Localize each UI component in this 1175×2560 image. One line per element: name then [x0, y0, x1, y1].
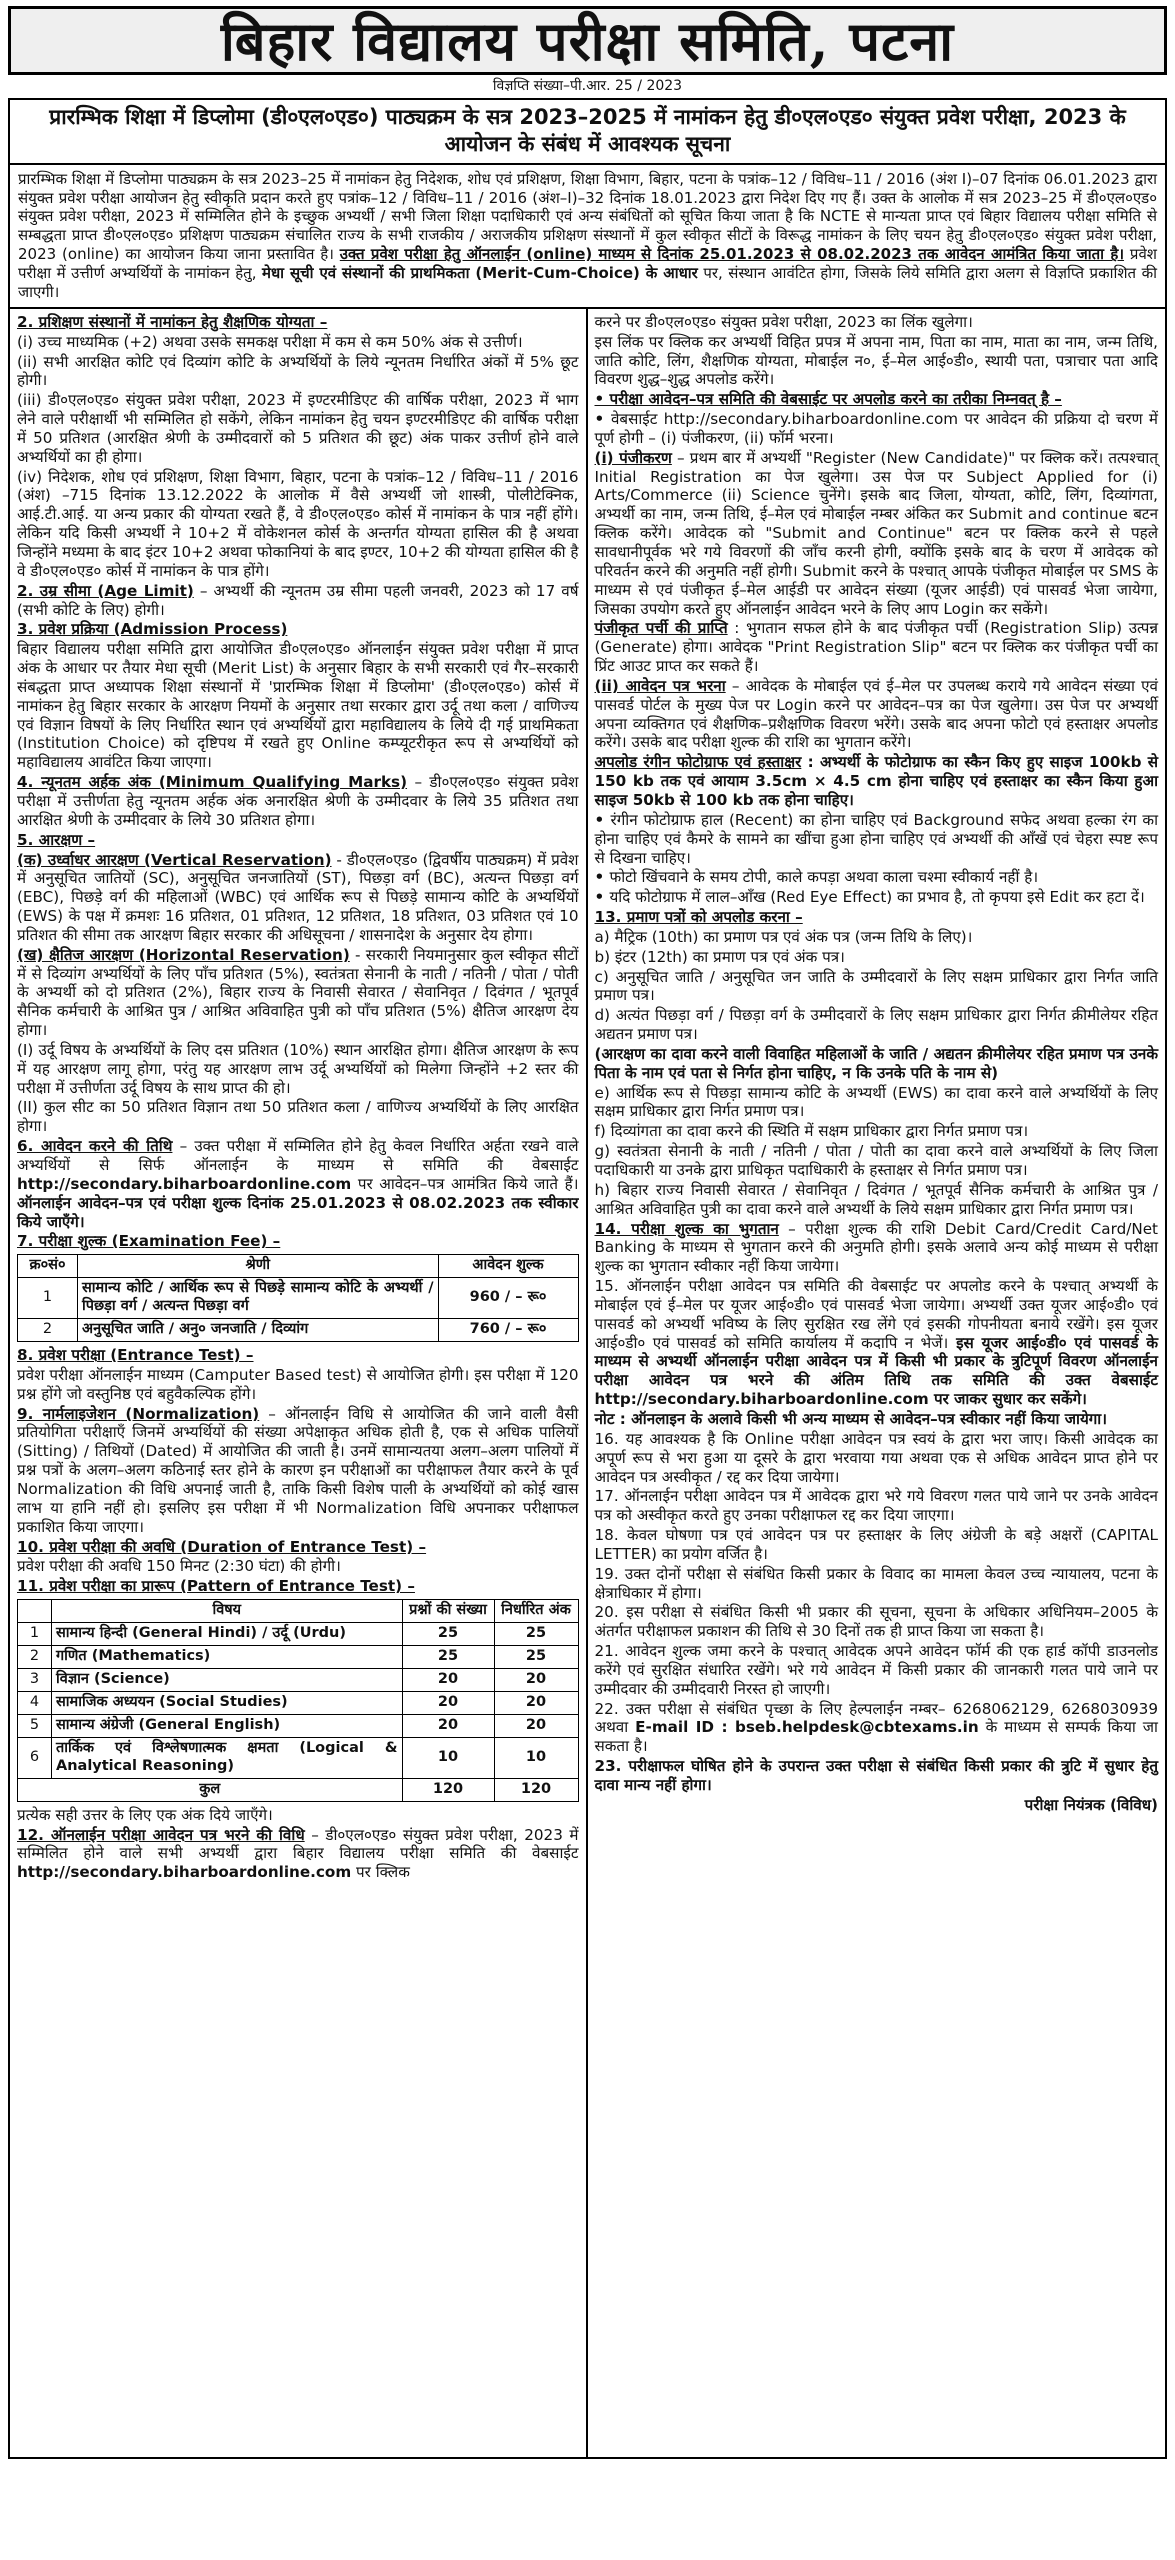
certificate-d: d) अत्यंत पिछड़ा वर्ग / पिछड़ा वर्ग के उम्मीदवारों के लिए सक्षम प्राधिकार द्वारा निर्गत क्रीमीलेयर रहित अद्यतन प्रमाण पत्र।: [594, 1006, 1158, 1044]
registration-slip: [595, 619, 1159, 676]
pattern-cell: 25: [494, 1646, 578, 1669]
table-row: [18, 1737, 579, 1778]
vertical-reservation: [17, 851, 579, 945]
process-steps: • वेबसाईट http://secondary.biharboardonline.com पर आवेदन की प्रक्रिया दो चरण में पूर्ण होगी – (i) पंजीकरण, (ii) फॉर्म भरना।: [595, 410, 1159, 448]
registration-slip-title: पंजीकृत पर्ची की प्राप्ति: [594, 619, 728, 638]
pattern-cell: 20: [402, 1668, 494, 1691]
age-limit-title: 2. उम्र सीमा (Age Limit): [17, 581, 194, 600]
helpdesk-email[interactable]: E-mail ID : bseb.helpdesk@cbtexams.in: [635, 1718, 979, 1737]
online-method: [17, 1826, 579, 1883]
exam-fee-table: [17, 1254, 579, 1342]
horizontal-reservation: [17, 946, 579, 1040]
section-2-title: 2. प्रशिक्षण संस्थानों में नामांकन हेतु शैक्षणिक योग्यता –: [17, 312, 328, 331]
fee-cell: 2: [18, 1319, 78, 1342]
rule-19: 19. उक्त दोनों परीक्षा से संबंधित किसी प्रकार के विवाद का मामला केवल उच्च न्यायालय, पटना के क्षेत्राधिकार में होगा।: [594, 1564, 1158, 1602]
fee-payment-title: 14. परीक्षा शुल्क का भुगतान: [594, 1219, 779, 1238]
rule-20: 20. इस परीक्षा से संबंधित किसी भी प्रकार की सूचना, सूचना के अधिकार अधिनियम–2005 के अंतर्गत परीक्षाफल प्रकाशन की तिथि से 30 दिनों तक ही प्राप्त किया जा सकता है।: [594, 1603, 1158, 1641]
photo-rule-2: • फोटो खिंचवाने के समय टोपी, काले कपड़ा अथवा काला चश्मा स्वीकार्य नहीं है।: [595, 868, 1159, 887]
pattern-cell: 25: [402, 1646, 494, 1669]
online-method-title: 12. ऑनलाईन परीक्षा आवेदन पत्र भरने की विधि: [17, 1825, 305, 1844]
fee-cell: अनुसूचित जाति / अनु० जनजाति / दिव्यांग: [78, 1319, 439, 1342]
pattern-cell: 10: [494, 1737, 578, 1778]
helpline-text: 22. उक्त परीक्षा से संबंधित पृच्छा के लिए हेल्पलाईन नम्बर– 6268062129, 6268030939 अथवा: [594, 1699, 1158, 1737]
application-date: [17, 1137, 579, 1231]
intro-paragraph: [8, 165, 1167, 309]
entrance-test-title: 8. प्रवेश परीक्षा (Entrance Test) –: [17, 1346, 254, 1365]
user-id-bold: इस यूजर आई०डी० एवं पासवर्ड के माध्यम से अभ्यर्थी ऑनलाईन परीक्षा आवेदन पत्र में किसी भी प्रकार के त्रुटिपूर्ण विवरण ऑनलाईन परीक्षा आवेदन पत्र भरने की अंतिम तिथि तक समिति की उक्त वेबसाईट http://secondary.biharboardonline.com पर जाकर सुधार कर सकेंगे।: [594, 1333, 1158, 1409]
pattern-cell: सामान्य अंग्रेजी (General English): [52, 1714, 403, 1737]
exam-fee-title: 7. परीक्षा शुल्क (Examination Fee) –: [17, 1232, 281, 1251]
rule-22: [595, 1700, 1159, 1757]
certificate-c: c) अनुसूचित जाति / अनुसूचित जन जाति के उम्मीदवारों के लिए सक्षम प्राधिकार द्वारा निर्गत जाति प्रमाण पत्र।: [594, 967, 1158, 1005]
normalization-text: – ऑनलाईन विधि से आयोजित की जाने वाली वैसी प्रतियोगिता परीक्षाएँ जिनमें अभ्यर्थियों की संख्या अपेक्षाकृत अधिक होती है, एक से अधिक पालियों (Sitting) / तिथियों (Dated) में आयोजित की जाती है। उनमें सामान्यतया अलग–अलग पालियों में प्रश्न पत्रों के अलग–अलग कठिनाई स्तर होने के कारण इन परीक्षाओं का परीक्षाफल तैयार करने के पूर्व Normalization की विधि अपनाई जाती है, ताकि किसी विशेष पाली के अभ्यर्थियों को कोई खास लाभ या हानि नहीं हो। इसलिए इस परीक्षा में भी Normalization विधि अपनाकर परीक्षाफल प्रकाशित किया जाएगा।: [17, 1404, 579, 1536]
min-marks-text: – डी०एल०एड० संयुक्त प्रवेश परीक्षा में उत्तीर्णता हेतु न्यूनतम अर्हक अंक अनारक्षित श्रेणी के उम्मीदवार के लिये 35 प्रतिशत तथा आरक्षित श्रेणी के उम्मीदवार के लिये 30 प्रतिशत होगा।: [17, 773, 579, 829]
min-marks: [17, 773, 579, 830]
pattern-cell: 20: [402, 1714, 494, 1737]
pattern-total-row: [18, 1778, 579, 1801]
pattern-cell: 10: [402, 1737, 494, 1778]
application-date-bold: ऑनलाईन आवेदन–पत्र एवं परीक्षा शुल्क दिनांक 25.01.2023 से 08.02.2023 तक स्वीकार किये जाएँगे।: [17, 1193, 579, 1231]
online-method-text-2: पर क्लिक: [351, 1863, 410, 1882]
vertical-reservation-text: - डी०एल०एड० (द्विवर्षीय पाठ्यक्रम) में प्रवेश में अनुसूचित जातियों (SC), अनुसूचित जनजातियों (ST), पिछड़ा वर्ग (BC), अत्यन्त पिछड़ा वर्ग (EBC), पिछड़े वर्ग की महिलाओं (WBC) एवं आर्थिक रूप से पिछड़े सामान्य कोटि के अभ्यर्थियों (EWS) के पक्ष में क्रमशः 16 प्रतिशत, 01 प्रतिशत, 12 प्रतिशत, 18 प्रतिशत, 03 प्रतिशत एवं 10 प्रतिशत की सीमा तक आरक्षण बिहार सरकार की अधिसूचना / शासनादेश के अनुसार देय होगा।: [17, 850, 579, 944]
certificate-e: e) आर्थिक रूप से पिछड़ा सामान्य कोटि के अभ्यर्थी (EWS) का दावा करने वाले अभ्यर्थियों के लिए सक्षम प्राधिकार द्वारा निर्गत प्रमाण पत्र।: [594, 1083, 1158, 1121]
certificate-h: h) बिहार राज्य निवासी सेवारत / सेवानिवृत / दिवंगत / भूतपूर्व सैनिक कर्मचारी के आश्रित पुत्र / आश्रित अविवाहित पुत्री का दावा करने वाले अभ्यर्थी के लिये सक्षम प्राधिकार द्वारा निर्गत प्रमाण पत्र।: [594, 1180, 1158, 1218]
pattern-cell: 1: [18, 1623, 52, 1646]
pattern-table-header: [18, 1600, 579, 1623]
duration-title: 10. प्रवेश परीक्षा की अवधि (Duration of Entrance Test) –: [17, 1537, 427, 1556]
helpline-text-end: के माध्यम से सम्पर्क किया जा सकता है।: [594, 1718, 1158, 1756]
age-limit: [17, 582, 579, 620]
registration-text: – प्रथम बार में अभ्यर्थी "Register (New Candidate)" पर क्लिक करें। तत्पश्चात् Initial Registration का पेज खुलेगा। उस पेज पर Subject Applied for (i) Arts/Commerce (ii) Science चुनेंगे। इसके बाद जिला, योग्यता, कोटि, लिंग, दिव्यांगता, अभ्यर्थी का नाम, जन्म तिथि, ई–मेल एवं मोबाईल नम्बर अंकित कर Submit and continue बटन क्लिक करेंगे। आवेदक को "Submit and Continue" बटन पर क्लिक करने से पहले सावधानीपूर्वक भरे गये विवरणों की जाँच करनी होगी, क्योंकि इसके बाद के चरण में आवेदक को परिवर्तन करने की अनुमति नहीं होगी। Submit करने के पश्चात् आपके पंजीकृत मोबाईल पर SMS के माध्यम से एवं पंजीकृत ई–मेल आईडी पर आवेदन संख्या (यूजर आईडी) एवं पासवर्ड भेजा जायेगा, जिसका उपयोग करते हुए ऑनलाईन आवेदन भरने के लिए आप Login कर सकेंगे।: [594, 448, 1158, 618]
photo-upload-title: अपलोड रंगीन फोटोग्राफ एवं हस्ताक्षर: [594, 753, 802, 772]
vertical-reservation-title: (क) उर्ध्वाधर आरक्षण (Vertical Reservation): [17, 850, 332, 869]
right-column: [588, 309, 1166, 2457]
application-date-text: – उक्त परीक्षा में सम्मिलित होने हेतु केवल निर्धारित अर्हता रखने वाले अभ्यर्थियों से सिर्फ ऑनलाईन के माध्यम से समिति की वेबसाईट: [17, 1137, 579, 1174]
pattern-cell: 20: [494, 1714, 578, 1737]
table-row: [18, 1319, 579, 1342]
fee-payment: [595, 1220, 1159, 1277]
right-para-1: करने पर डी०एल०एड० संयुक्त प्रवेश परीक्षा, 2023 का लिंक खुलेगा।: [594, 312, 973, 331]
certificates-title: 13. प्रमाण पत्रों को अपलोड करना –: [594, 908, 803, 927]
entrance-test-text: प्रवेश परीक्षा ऑनलाईन माध्यम (Camputer Based test) से आयोजित होगी। इस परीक्षा में 120 प्रश्न होंगे जो वस्तुनिष्ठ एवं बहुवैकल्पिक होंगे।: [17, 1365, 579, 1403]
rule-23: 23. परीक्षाफल घोषित होने के उपरान्त उक्त परीक्षा से संबंधित किसी प्रकार की त्रुटि में सुधार हेतु दावा मान्य नहीं होगा।: [594, 1757, 1158, 1794]
signature: परीक्षा नियंत्रक (विविध): [1024, 1795, 1158, 1814]
fee-cell: 1: [18, 1278, 78, 1319]
table-row: [18, 1646, 579, 1669]
notice-title: प्रारम्भिक शिक्षा में डिप्लोमा (डी०एल०एड०) पाठ्यक्रम के सत्र 2023–2025 में नामांकन हेतु डी०एल०एड० संयुक्त प्रवेश परीक्षा, 2023 के आयोजन के संबंध में आवश्यक सूचना: [8, 98, 1167, 165]
photo-upload: [595, 753, 1159, 810]
min-marks-title: 4. न्यूनतम अर्हक अंक (Minimum Qualifying Marks): [17, 773, 408, 792]
fee-header-category: श्रेणी: [78, 1255, 439, 1278]
table-row: [18, 1668, 579, 1691]
section-2-iv: (iv) निदेशक, शोध एवं प्रशिक्षण, शिक्षा विभाग, बिहार, पटना के पत्रांक–12 / विविध–11 / 2016 (अंश) –715 दिनांक 13.12.2022 के आलोक में वैसे अभ्यर्थी जो शास्त्री, पोलीटेक्निक, आई.टी.आई. या अन्य प्रकार की योग्यता रखते हैं, वे डी०एल०एड० कोर्स में नामांकन के पात्र नहीं होंगे। लेकिन यदि किसी अभ्यर्थी ने 10+2 में वोकेशनल कोर्स के अन्तर्गत योग्यता हासिल की है अथवा जिन्होंने मध्यमा के बाद इंटर 10+2 अथवा फोकानियां के बाद इण्टर, 10+2 की योग्यता हासिल की है वे डी०एल०एड० कोर्स में नामांकन के पात्र होंगे।: [17, 467, 579, 580]
reservation-title: 5. आरक्षण –: [17, 830, 96, 849]
pattern-cell: 20: [402, 1691, 494, 1714]
section-2-iii: (iii) डी०एल०एड० संयुक्त प्रवेश परीक्षा, 2023 में इण्टरमीडिएट की वार्षिक परीक्षा, 2023 में भाग लेने वाले परीक्षार्थी भी सम्मिलित हो सकेंगे, लेकिन नामांकन हेतु चयन इण्टरमीडिएट की वार्षिक परीक्षा में 50 प्रतिशत (आरक्षित श्रेणी के उम्मीदवारों को 5 प्रतिशत की छूट) अंक पाकर उत्तीर्ण होने वाले अभ्यर्थियों का ही होगा।: [17, 391, 579, 466]
user-id-para: [595, 1277, 1159, 1409]
application-date-title: 6. आवेदन करने की तिथि: [17, 1137, 173, 1156]
urdu-reservation: (I) उर्दू विषय के अभ्यर्थियों के लिए दस प्रतिशत (10%) स्थान आरक्षित होगा। क्षैतिज आरक्षण के रूप में यह आरक्षण लागू होगा, परंतु यह आरक्षण लाभ उर्दू अभ्यर्थियों को मिलेगा जिन्होंने +2 स्तर की परीक्षा में उत्तीर्णता उर्दू विषय के साथ प्राप्त की हो।: [17, 1040, 579, 1097]
certificate-g: g) स्वतंत्रता सेनानी के नाती / नतिनी / पोता / पोती का दावा करने वाले अभ्यर्थियों के लिए जिला पदाधिकारी या उनके द्वारा प्राधिकृत पदाधिकारी के हस्ताक्षर से निर्गत प्रमाण पत्र।: [594, 1142, 1158, 1179]
board-title: बिहार विद्यालय परीक्षा समिति, पटना: [220, 9, 955, 73]
online-only-note: नोट : ऑनलाइन के अलावे किसी भी अन्य माध्यम से आवेदन–पत्र स्वीकार नहीं किया जायेगा।: [594, 1409, 1108, 1428]
table-row: [18, 1278, 579, 1319]
rule-17: 17. ऑनलाईन परीक्षा आवेदन पत्र में आवेदक द्वारा भरे गये विवरण गलत पाये जाने पर उनके आवेदन पत्र को अस्वीकृत करते हुए उनका परीक्षाफल रद्द कर दिया जाएगा।: [594, 1487, 1158, 1525]
pattern-cell: 20: [494, 1668, 578, 1691]
fee-cell: 760 / – रू०: [438, 1319, 578, 1342]
right-para-2: इस लिंक पर क्लिक कर अभ्यर्थी विहित प्रपत्र में अपना नाम, पिता का नाम, माता का नाम, जन्म तिथि, जाति कोटि, लिंग, शैक्षणिक योग्यता, मोबाईल न०, ई–मेल आई०डी०, स्थायी पता, पत्राचार पता आदि विवरण शुद्ध–शुद्ध अपलोड करेंगे।: [594, 332, 1158, 389]
registration: [595, 449, 1159, 619]
intro-bold-text-2: मेधा सूची एवं संस्थानों की प्राथमिकता (Merit-Cum-Choice) के आधार: [261, 264, 698, 283]
fee-payment-text: – परीक्षा शुल्क की राशि Debit Card/Credit Card/Net Banking के माध्यम से भुगतान करने की अनुमति होगी। इसके अलावे अन्य कोई माध्यम से परीक्षा शुल्क का भुगतान स्वीकार नहीं किया जायेगा।: [594, 1219, 1158, 1276]
normalization: [17, 1405, 579, 1537]
form-filling-title: (ii) आवेदन पत्र भरना: [594, 676, 726, 695]
intro-text-3: पर, संस्थान आवंटित होगा, जिसके लिये समिति द्वारा अलग से विज्ञप्ति प्रकाशित की जाएगी।: [18, 264, 1157, 301]
pattern-cell: 25: [402, 1623, 494, 1646]
pattern-title: 11. प्रवेश परीक्षा का प्रारूप (Pattern of Entrance Test) –: [17, 1577, 415, 1596]
body-columns: [8, 309, 1167, 2459]
upload-method-title: • परीक्षा आवेदन–पत्र समिति की वेबसाईट पर अपलोड करने का तरीका निम्नवत् है –: [595, 390, 1159, 409]
rule-18: 18. केवल घोषणा पत्र एवं आवेदन पत्र पर हस्ताक्षर के लिए अंग्रेजी के बड़े अक्षरों (CAPITAL LETTER) का प्रयोग वर्जित है।: [594, 1526, 1158, 1563]
pattern-cell: गणित (Mathematics): [52, 1646, 403, 1669]
application-date-text-2: पर आवेदन–पत्र आमंत्रित किये जाते हैं।: [351, 1174, 579, 1193]
certificate-note: (आरक्षण का दावा करने वाली विवाहित महिलाओं के जाति / अद्यतन क्रीमीलेयर रहित प्रमाण पत्र उनके पिता के नाम एवं पता से निर्गत होना चाहिए, न कि उनके पति के नाम से): [594, 1044, 1158, 1082]
pattern-note: प्रत्येक सही उत्तर के लिए एक अंक दिये जाएँगे।: [17, 1805, 273, 1824]
pattern-cell: 4: [18, 1691, 52, 1714]
website-link[interactable]: http://secondary.biharboardonline.com: [17, 1174, 352, 1193]
registration-slip-text: : भुगतान सफल होने के बाद पंजीकृत पर्ची (Registration Slip) उत्पन्न (Generate) होगा। आवेदक "Print Registration Slip" बटन पर क्लिक कर पंजीकृत पर्ची का प्रिंट आउट प्राप्त कर सकते हैं।: [594, 619, 1158, 676]
fee-cell: 960 / – रू०: [438, 1278, 578, 1319]
age-limit-text: – अभ्यर्थी की न्यूनतम उम्र सीमा पहली जनवरी, 2023 को 17 वर्ष (सभी कोटि के लिए) होगी।: [17, 581, 579, 619]
admission-process-text: बिहार विद्यालय परीक्षा समिति द्वारा आयोजित डी०एल०एड० ऑनलाईन संयुक्त प्रवेश परीक्षा में प्राप्त अंक के आधार पर तैयार मेधा सूची (Merit List) के अनुसार बिहार के सभी सरकारी एवं गैर–सरकारी संबद्धता प्राप्त अध्यापक शिक्षा संस्थानों में 'प्रारम्भिक शिक्षा में डिप्लोमा' (डी०एल०एड०) कोर्स में नामांकन हेतु बिहार सरकार के आरक्षण नियमों के अनुसार तथा सरकार द्वारा उर्दू तथा कला / वाणिज्य एवं विज्ञान विषयों के लिए निर्धारित स्थान एवं अभ्यर्थियों द्वारा महाविद्यालय के लिये दी गई प्राथमिकता (Institution Choice) को दृष्टिपथ में रखते हुए Online कम्प्यूटरीकृत रूप से अभ्यर्थियों को महाविद्यालय आवंटित किया जाएगा।: [17, 640, 579, 772]
fee-table-header: [18, 1255, 579, 1278]
admission-process-title: 3. प्रवेश प्रक्रिया (Admission Process): [17, 620, 288, 639]
certificate-b: b) इंटर (12th) का प्रमाण पत्र एवं अंक पत्र।: [594, 947, 845, 966]
pattern-cell: सामाजिक अध्ययन (Social Studies): [52, 1691, 403, 1714]
pattern-header-marks: निर्धारित अंक: [494, 1600, 578, 1623]
section-2-ii: (ii) सभी आरक्षित कोटि एवं दिव्यांग कोटि के अभ्यर्थियों के लिये न्यूनतम निर्धारित अंकों में 5% छूट होगी।: [17, 352, 579, 390]
pattern-total-marks: 120: [494, 1778, 578, 1801]
fee-header-amount: आवेदन शुल्क: [438, 1255, 578, 1278]
normalization-title: 9. नार्मलाइजेशन (Normalization): [17, 1404, 260, 1423]
exam-pattern-table: [17, 1599, 579, 1802]
online-method-text: – डी०एल०एड० संयुक्त प्रवेश परीक्षा, 2023 में सम्मिलित होने वाले सभी अभ्यर्थी द्वारा बिहार विद्यालय परीक्षा समिति की वेबसाईट: [17, 1825, 579, 1863]
form-filling-text: – आवेदक के मोबाईल एवं ई–मेल पर उपलब्ध कराये गये आवेदन संख्या एवं पासवर्ड पोर्टल के मुख्य पेज पर Login करने पर आवेदन–पत्र का पेज खुलेगा। उस पेज पर अभ्यर्थी अपना व्यक्तिगत एवं शैक्षणिक–प्रशैक्षणिक विवरण भरेंगे। उसके बाद अपना फोटो एवं हस्ताक्षर अपलोड करेंगे। उसके बाद परीक्षा शुल्क की राशि का भुगतान करेंगे।: [594, 676, 1158, 752]
photo-upload-text: : अभ्यर्थी के फोटोग्राफ का स्कैन किए हुए साइज 100kb से 150 kb तक एवं आयाम 3.5cm × 4.5 cm होना चाहिए एवं हस्ताक्षर का स्कैन किया हुआ साइज 50kb से 100 kb तक होना चाहिए।: [594, 753, 1158, 809]
table-row: [18, 1714, 579, 1737]
fee-cell: सामान्य कोटि / आर्थिक रूप से पिछड़े सामान्य कोटि के अभ्यर्थी / पिछड़ा वर्ग / अत्यन्त पिछड़ा वर्ग: [78, 1278, 439, 1319]
pattern-cell: 3: [18, 1668, 52, 1691]
pattern-header-sno: [18, 1600, 52, 1623]
website-link-2[interactable]: http://secondary.biharboardonline.com: [17, 1863, 352, 1882]
pattern-cell: सामान्य हिन्दी (General Hindi) / उर्दू (Urdu): [52, 1623, 403, 1646]
fee-header-sno: क्र०सं०: [18, 1255, 78, 1278]
certificate-f: f) दिव्यांगता का दावा करने की स्थिति में सक्षम प्राधिकार द्वारा निर्गत प्रमाण पत्र।: [594, 1122, 1029, 1141]
table-row: [18, 1623, 579, 1646]
pattern-total-questions: 120: [402, 1778, 494, 1801]
notice-number: विज्ञप्ति संख्या–पी.आर. 25 / 2023: [492, 77, 683, 94]
section-2-i: (i) उच्च माध्यमिक (+2) अथवा उसके समकक्ष परीक्षा में कम से कम 50% अंक से उत्तीर्ण।: [17, 332, 523, 351]
masthead: [8, 6, 1167, 75]
table-row: [18, 1691, 579, 1714]
pattern-cell: विज्ञान (Science): [52, 1668, 403, 1691]
pattern-header-subject: विषय: [52, 1600, 403, 1623]
registration-title: (i) पंजीकरण: [594, 448, 672, 467]
pattern-cell: 25: [494, 1623, 578, 1646]
intro-text-2: प्रवेश परीक्षा में उत्तीर्ण अभ्यर्थियों के नामांकन हेतु,: [18, 245, 1157, 283]
photo-rule-1: • रंगीन फोटोग्राफ हाल (Recent) का होना चाहिए एवं Background सफेद अथवा हल्का रंग का होना चाहिए एवं कैमरे के सामने का खींचा हुआ होना चाहिए एवं अभ्यर्थी की आँखें एवं चेहरा स्पष्ट रूप से दिखना चाहिए।: [595, 811, 1159, 868]
user-id-text: 15. ऑनलाईन परीक्षा आवेदन पत्र समिति की वेबसाईट पर अपलोड करने के पश्चात् अभ्यर्थी के मोबाईल एवं ई–मेल पर यूजर आई०डी० एवं पासवर्ड भेजा जायेगा। अभ्यर्थी उक्त यूजर आई०डी० एवं पासवर्ड को अभ्यर्थी भविष्य के लिए सुरक्षित रख लेंगे एवं इसकी गोपनीयता बनाये रखेंगे। इस यूजर आई०डी० एवं पासवर्ड को समिति कार्यालय में कदापि न भेजें।: [594, 1277, 1158, 1352]
science-arts-reservation: (II) कुल सीट का 50 प्रतिशत विज्ञान तथा 50 प्रतिशत कला / वाणिज्य अभ्यर्थियों के लिए आरक्षित होगा।: [17, 1098, 579, 1136]
left-column: [10, 309, 588, 2457]
notice-page: [8, 6, 1167, 2554]
rule-21: 21. आवेदन शुल्क जमा करने के पश्चात् आवेदक अपने आवेदन फॉर्म की एक हार्ड कॉपी डाउनलोड करेंगे एवं सुरक्षित संधारित रखेंगे। भरे गये आवेदन में किसी प्रकार की जानकारी गलत पाये जाने पर उम्मीदवार की उम्मीदवारी निरस्त हो जाएगी।: [594, 1642, 1158, 1698]
certificate-a: a) मैट्रिक (10th) का प्रमाण पत्र एवं अंक पत्र (जन्म तिथि के लिए)।: [594, 927, 973, 946]
pattern-cell: 20: [494, 1691, 578, 1714]
horizontal-reservation-text: - सरकारी नियमानुसार कुल स्वीकृत सीटों में से दिव्यांग अभ्यर्थियों के लिए पाँच प्रतिशत (5%), स्वतंत्रता सेनानी के नाती / नतिनी / पोता / पोती के अभ्यर्थी को दो प्रतिशत (2%), बिहार राज्य के निवासी सेवारत / सेवानिवृत / दिवंगत / भूतपूर्व सैनिक कर्मचारी के आश्रित पुत्र / आश्रित अविवाहित पुत्री को पाँच प्रतिशत (5%) क्षैतिज आरक्षण देय होगा।: [17, 945, 579, 1040]
pattern-total-label: कुल: [18, 1778, 403, 1801]
form-filling: [595, 677, 1159, 752]
pattern-cell: 2: [18, 1646, 52, 1669]
duration-text: प्रवेश परीक्षा की अवधि 150 मिनट (2:30 घंटा) की होगी।: [17, 1557, 341, 1576]
pattern-cell: 6: [18, 1737, 52, 1778]
photo-rule-3: • यदि फोटोग्राफ में लाल–आँख (Red Eye Effect) का प्रभाव है, तो कृपया इसे Edit कर हटा दें।: [595, 888, 1159, 907]
pattern-header-questions: प्रश्नों की संख्या: [402, 1600, 494, 1623]
rule-16: 16. यह आवश्यक है कि Online परीक्षा आवेदन पत्र स्वयं के द्वारा भरा जाए। किसी आवेदक का अपूर्ण रूप से भरा हुआ या दूसरे के द्वारा भरवाया गया अथवा एक से अधिक आवेदन प्राप्त होने पर आवेदन पत्र अस्वीकृत / रद्द कर दिया जायेगा।: [594, 1429, 1158, 1486]
intro-bold-text: उक्त प्रवेश परीक्षा हेतु ऑनलाईन (online) माध्यम से दिनांक 25.01.2023 से 08.02.2023 तक आवेदन आमंत्रित किया जाता है।: [339, 245, 1125, 264]
intro-text: प्रारम्भिक शिक्षा में डिप्लोमा पाठ्यक्रम के सत्र 2023–25 में नामांकन हेतु निदेशक, शोध एवं प्रशिक्षण, शिक्षा विभाग, बिहार, पटना के पत्रांक–12 / विविध–11 / 2016 (अंश I)–07 दिनांक 06.01.2023 द्वारा संयुक्त प्रवेश परीक्षा आयोजन हेतु स्वीकृति प्रदान करते हुए पत्रांक–12 / विविध–11 / 2016 (अंश–I)–32 दिनांक 18.01.2023 द्वारा निदेश दिए गए हैं। उक्त के आलोक में सत्र 2023–25 में डी०एल०एड० संयुक्त प्रवेश परीक्षा, 2023 में सम्मिलित होने के इच्छुक अभ्यर्थी / सभी जिला शिक्षा पदाधिकारी एवं अन्य संबंधितों को सूचित किया जाता है कि NCTE से मान्यता प्राप्त एवं बिहार विद्यालय परीक्षा समिति से सम्बद्धता प्राप्त डी०एल०एड० प्रशिक्षण पाठ्यक्रम संचालित राज्य के सभी राजकीय / अराजकीय प्रशिक्षण संस्थानों में कुल स्वीकृत सीटों के विरूद्ध नामांकन के लिए चयन हेतु डी०एल०एड० संयुक्त प्रवेश परीक्षा, 2023 (online) का आयोजन किया जाना प्रस्तावित है।: [18, 169, 1157, 264]
pattern-cell: तार्किक एवं विश्लेषणात्मक क्षमता (Logical & Analytical Reasoning): [52, 1737, 403, 1778]
pattern-cell: 5: [18, 1714, 52, 1737]
horizontal-reservation-title: (ख) क्षैतिज आरक्षण (Horizontal Reservation): [17, 945, 350, 964]
